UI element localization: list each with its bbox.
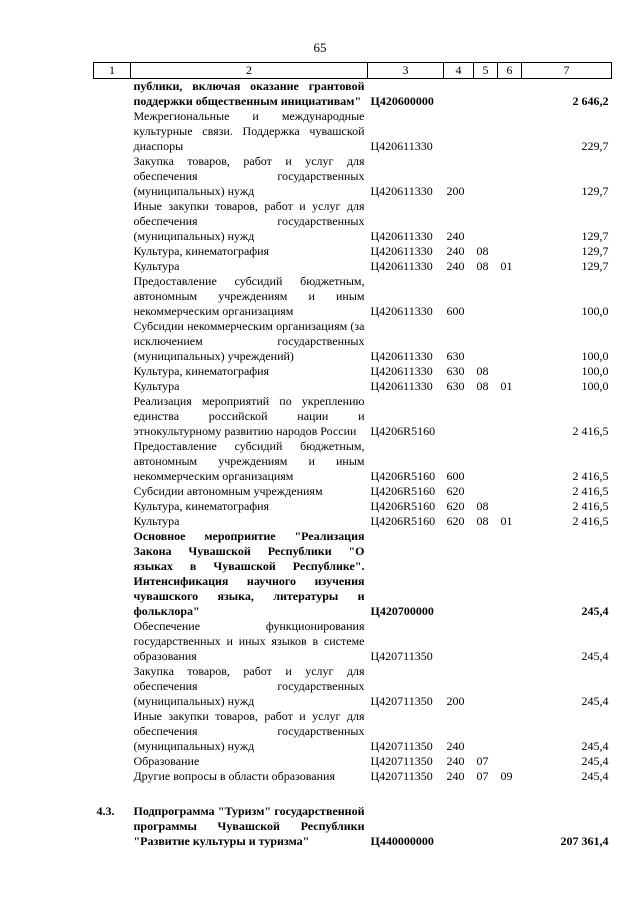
cell-c: [498, 274, 522, 319]
cell-c: 01: [500, 514, 513, 528]
cell-desc: Культура, кинематография: [133, 364, 270, 378]
cell-b: 08: [476, 514, 489, 528]
cell-val: 100,0: [581, 349, 609, 363]
spacer-row: [94, 784, 612, 804]
cell-code: Ц420711350: [370, 694, 433, 708]
cell-a: [444, 79, 474, 110]
table-row: [94, 619, 612, 664]
cell-num: [94, 319, 131, 364]
cell-val: 129,7: [581, 244, 609, 258]
cell-b: [474, 709, 498, 754]
cell-val: 245,4: [581, 694, 609, 708]
cell-desc: Закупка товаров, работ и услуг для обеспечения государственных (муниципальных) нужд: [133, 154, 365, 198]
cell-code: Ц4206R5160: [370, 424, 436, 438]
table-row: [94, 109, 612, 154]
cell-b: 07: [476, 769, 489, 783]
cell-a: [444, 109, 474, 154]
cell-code: Ц4206R5160: [370, 484, 436, 498]
cell-a: 620: [446, 484, 465, 498]
cell-num: [94, 769, 131, 784]
cell-b: [474, 804, 498, 849]
cell-val: 229,7: [581, 139, 609, 153]
cell-code: Ц420711350: [370, 769, 433, 783]
cell-a: [444, 619, 474, 664]
cell-b: [474, 484, 498, 499]
header-cell: 1: [94, 63, 131, 79]
cell-c: [498, 664, 522, 709]
table-row: [94, 439, 612, 484]
cell-b: [474, 664, 498, 709]
table-row: [94, 804, 612, 849]
cell-desc: Культура: [133, 514, 180, 528]
cell-c: [498, 529, 522, 619]
cell-num: [94, 79, 131, 110]
cell-b: [474, 619, 498, 664]
cell-a: 240: [446, 229, 465, 243]
cell-b: 08: [476, 499, 489, 513]
cell-code: Ц420711350: [370, 754, 433, 768]
cell-num: [94, 514, 131, 529]
cell-b: [474, 439, 498, 484]
header-cell: 6: [498, 63, 522, 79]
cell-b: 07: [476, 754, 489, 768]
cell-num: [94, 394, 131, 439]
table-row: [94, 709, 612, 754]
cell-c: [498, 804, 522, 849]
table-row: [94, 664, 612, 709]
cell-code: Ц4206R5160: [370, 514, 436, 528]
cell-c: 01: [500, 259, 513, 273]
cell-b: [474, 79, 498, 110]
cell-code: Ц420611330: [370, 259, 433, 273]
cell-a: [444, 529, 474, 619]
header-cell: 7: [522, 63, 612, 79]
table-row: [94, 394, 612, 439]
cell-c: [498, 154, 522, 199]
table-row: [94, 514, 612, 529]
cell-num: [94, 259, 131, 274]
cell-b: [474, 199, 498, 244]
cell-val: 245,4: [581, 739, 609, 753]
cell-desc: Закупка товаров, работ и услуг для обеспечения государственных (муниципальных) нужд: [133, 664, 365, 708]
table-row: [94, 79, 612, 110]
cell-val: 2 416,5: [572, 484, 609, 498]
table-row: [94, 499, 612, 514]
cell-a: 600: [446, 469, 465, 483]
cell-code: Ц4206R5160: [370, 469, 436, 483]
cell-a: 630: [446, 349, 465, 363]
cell-val: 2 416,5: [572, 514, 609, 528]
cell-desc: Образование: [133, 754, 200, 768]
table-row: [94, 274, 612, 319]
cell-code: Ц440000000: [370, 834, 434, 848]
cell-b: [474, 394, 498, 439]
cell-a: 240: [446, 259, 465, 273]
cell-a: 600: [446, 304, 465, 318]
cell-val: 129,7: [581, 229, 609, 243]
cell-code: Ц420611330: [370, 139, 433, 153]
cell-b: 08: [476, 364, 489, 378]
cell-b: 08: [476, 244, 489, 258]
cell-code: Ц420611330: [370, 364, 433, 378]
cell-desc: Предоставление субсидий бюджетным, автономным учреждениям и иным некоммерческим организациям: [133, 439, 365, 483]
cell-num: 4.3.: [96, 804, 115, 818]
cell-b: [474, 274, 498, 319]
table-header-row: [94, 63, 612, 79]
table-row: [94, 154, 612, 199]
cell-a: 240: [446, 769, 465, 783]
page-number: 65: [313, 40, 327, 55]
cell-a: 240: [446, 739, 465, 753]
header-cell: 3: [368, 63, 444, 79]
cell-desc: Другие вопросы в области образования: [133, 769, 335, 783]
cell-code: Ц420611330: [370, 229, 433, 243]
table-row: [94, 319, 612, 364]
cell-desc: Культура: [133, 259, 180, 273]
cell-code: Ц420611330: [370, 184, 433, 198]
cell-code: Ц420711350: [370, 649, 433, 663]
cell-val: 2 416,5: [572, 499, 609, 513]
cell-desc: Подпрограмма "Туризм" государственной программы Чувашской Республики "Развитие культуры и туризма": [133, 804, 365, 848]
cell-desc: Реализация мероприятий по укреплению единства российской нации и этнокультурному развитию народов России: [133, 394, 365, 438]
cell-desc: Основное мероприятие "Реализация Закона Чувашской Республики "О языках в Чувашской Республике". Интенсификация научного изучения чувашского языка, литературы и фольклора": [133, 529, 365, 618]
cell-c: [498, 439, 522, 484]
table-row: [94, 199, 612, 244]
cell-val: 100,0: [581, 304, 609, 318]
cell-c: [498, 244, 522, 259]
cell-desc: Субсидии автономным учреждениям: [133, 484, 323, 498]
cell-val: 245,4: [581, 769, 609, 783]
cell-val: 207 361,4: [560, 834, 609, 848]
cell-b: 08: [476, 379, 489, 393]
cell-val: 129,7: [581, 184, 609, 198]
cell-desc: Иные закупки товаров, работ и услуг для обеспечения государственных (муниципальных) нужд: [133, 709, 365, 753]
cell-num: [94, 619, 131, 664]
cell-val: 129,7: [581, 259, 609, 273]
cell-a: [444, 804, 474, 849]
cell-num: [94, 439, 131, 484]
cell-c: 09: [500, 769, 513, 783]
cell-val: 2 646,2: [572, 94, 609, 108]
cell-c: [498, 79, 522, 110]
cell-a: 630: [446, 364, 465, 378]
cell-num: [94, 499, 131, 514]
cell-val: 245,4: [581, 754, 609, 768]
header-cell: 5: [474, 63, 498, 79]
cell-c: [498, 109, 522, 154]
cell-a: 200: [446, 694, 465, 708]
cell-num: [94, 529, 131, 619]
table-row: [94, 364, 612, 379]
cell-val: 100,0: [581, 379, 609, 393]
cell-c: [498, 754, 522, 769]
table-row: [94, 754, 612, 769]
cell-desc: Субсидии некоммерческим организациям (за исключением государственных (муниципальных) учреждений): [133, 319, 365, 363]
cell-b: [474, 319, 498, 364]
cell-num: [94, 154, 131, 199]
cell-code: Ц420711350: [370, 739, 433, 753]
cell-desc: Обеспечение функционирования государственных и иных языков в системе образования: [133, 619, 365, 663]
cell-code: Ц420700000: [370, 604, 434, 618]
cell-c: [498, 619, 522, 664]
cell-a: [444, 394, 474, 439]
header-cell: 4: [444, 63, 474, 79]
cell-b: 08: [476, 259, 489, 273]
table-row: [94, 379, 612, 394]
cell-val: 2 416,5: [572, 469, 609, 483]
cell-num: [94, 364, 131, 379]
cell-val: 2 416,5: [572, 424, 609, 438]
table-row: [94, 484, 612, 499]
cell-code: Ц420611330: [370, 244, 433, 258]
table-row: [94, 259, 612, 274]
cell-b: [474, 529, 498, 619]
cell-code: Ц420611330: [370, 379, 433, 393]
cell-a: 240: [446, 244, 465, 258]
cell-val: 245,4: [581, 604, 609, 618]
cell-c: [498, 499, 522, 514]
cell-b: [474, 154, 498, 199]
table-row: [94, 769, 612, 784]
cell-num: [94, 109, 131, 154]
cell-desc: Культура, кинематография: [133, 499, 270, 513]
cell-a: 200: [446, 184, 465, 198]
cell-desc: Предоставление субсидий бюджетным, автономным учреждениям и иным некоммерческим организациям: [133, 274, 365, 318]
cell-c: [498, 709, 522, 754]
table-row: [94, 529, 612, 619]
cell-num: [94, 199, 131, 244]
cell-desc: Иные закупки товаров, работ и услуг для обеспечения государственных (муниципальных) нужд: [133, 199, 365, 243]
cell-num: [94, 709, 131, 754]
cell-num: [94, 484, 131, 499]
cell-a: 630: [446, 379, 465, 393]
cell-desc: Межрегиональные и международные культурные связи. Поддержка чувашской диаспоры: [133, 109, 365, 153]
cell-c: [498, 364, 522, 379]
table-row: [94, 244, 612, 259]
cell-num: [94, 664, 131, 709]
cell-b: [474, 109, 498, 154]
cell-num: [94, 244, 131, 259]
cell-a: 240: [446, 754, 465, 768]
cell-val: 100,0: [581, 364, 609, 378]
cell-desc: публики, включая оказание грантовой поддержки общественным инициативам": [133, 79, 365, 108]
cell-val: 245,4: [581, 649, 609, 663]
cell-c: 01: [500, 379, 513, 393]
cell-code: Ц420600000: [370, 94, 434, 108]
cell-a: 620: [446, 514, 465, 528]
cell-c: [498, 319, 522, 364]
cell-code: Ц420611330: [370, 304, 433, 318]
cell-num: [94, 754, 131, 769]
cell-c: [498, 394, 522, 439]
cell-desc: Культура: [133, 379, 180, 393]
cell-code: Ц420611330: [370, 349, 433, 363]
budget-table: [93, 62, 612, 849]
header-cell: 2: [131, 63, 368, 79]
cell-c: [498, 199, 522, 244]
cell-code: Ц4206R5160: [370, 499, 436, 513]
cell-a: 620: [446, 499, 465, 513]
cell-desc: Культура, кинематография: [133, 244, 270, 258]
cell-num: [94, 274, 131, 319]
cell-c: [498, 484, 522, 499]
cell-num: [94, 379, 131, 394]
